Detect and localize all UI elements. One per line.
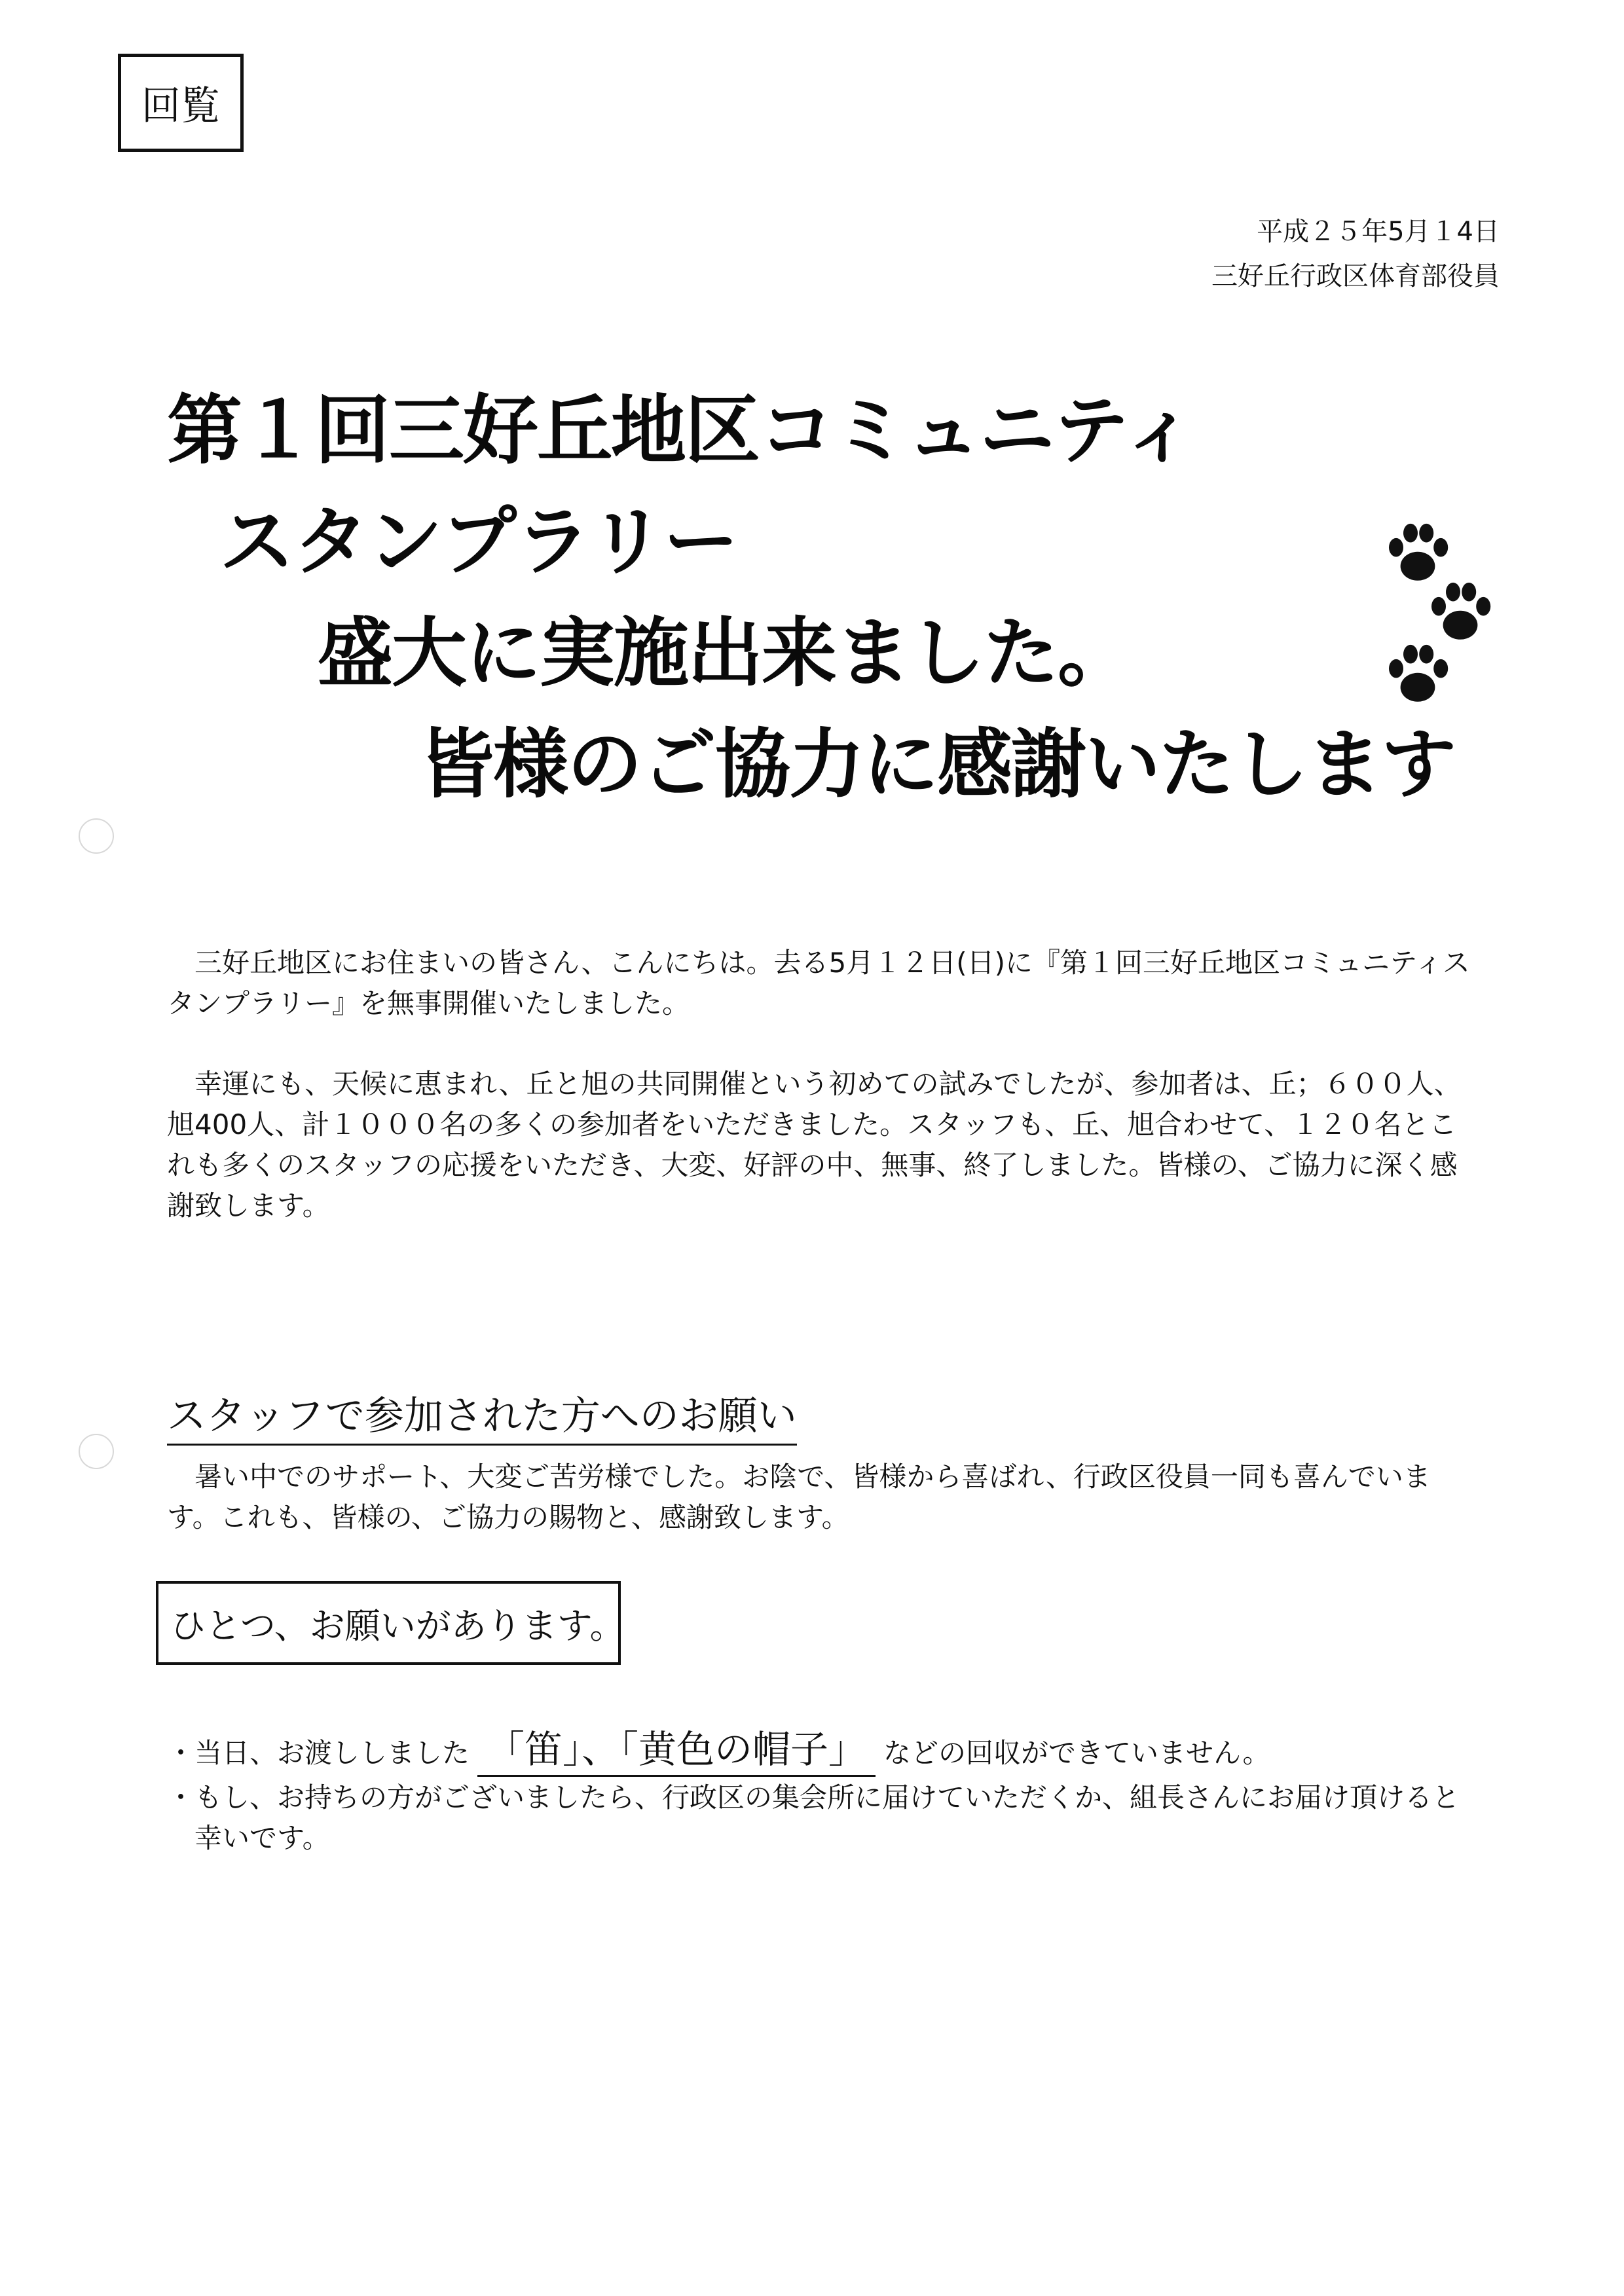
issue-date: 平成２５年5月１4日 bbox=[1257, 217, 1500, 247]
bullet-1-items: 「笛」、「黄色の帽子」 bbox=[477, 1719, 876, 1777]
title-line-3: 盛大に実施出来ました。 bbox=[318, 610, 1132, 697]
request-box bbox=[156, 1581, 625, 1665]
punch-hole bbox=[79, 818, 114, 854]
paw-print-icon bbox=[1424, 576, 1496, 648]
title-line-4: 皆様のご協力に感謝いたします bbox=[419, 721, 1456, 809]
bullet-item-1 bbox=[167, 1719, 1270, 1777]
title-line-2: スタンプラリー bbox=[219, 498, 738, 586]
bullet-1-prefix: ・当日、お渡ししました bbox=[167, 1737, 470, 1769]
punch-hole bbox=[79, 1434, 114, 1469]
paw-print-icon bbox=[1382, 638, 1454, 710]
bullet-item-2: ・もし、お持ちの方がございましたら、行政区の集会所に届けていただくか、組長さんにお届け頂けると 幸いです。 bbox=[167, 1781, 1460, 1854]
document-header bbox=[1211, 210, 1500, 299]
sender: 三好丘行政区体育部役員 bbox=[1211, 261, 1500, 291]
section-paragraph: 暑い中でのサポート、大変ご苦労様でした。お陰で、皆様から喜ばれ、行政区役員一同も喜んでいます。これも、皆様の、ご協力の賜物と、感謝致します。 bbox=[167, 1461, 1431, 1533]
request-box-text: ひとつ、お願いがあります。 bbox=[170, 1605, 625, 1647]
intro-paragraph: 三好丘地区にお住まいの皆さん、こんにちは。去る5月１２日(日)に『第１回三好丘地区コミュニティスタンプラリー』を無事開催いたしました。 bbox=[167, 947, 1470, 1019]
results-paragraph: 幸運にも、天候に恵まれ、丘と旭の共同開催という初めての試みでしたが、参加者は、丘；６００人、旭400人、計１０００名の多くの参加者をいただきました。スタッフも、丘、旭合わせて、１２０名とこれも多くのスタッフの応援をいただき、大変、好評の中、無事、終了しました。皆様の、ご協力に深く感謝致します。 bbox=[167, 1068, 1462, 1222]
circulate-label-text: 回覧 bbox=[141, 83, 220, 129]
circulate-label bbox=[118, 54, 244, 152]
title-line-1: 第１回三好丘地区コミュニティ bbox=[167, 387, 1196, 475]
bullet-1-suffix: などの回収ができていません。 bbox=[883, 1737, 1270, 1769]
section-title: スタッフで参加された方へのお願い bbox=[167, 1385, 797, 1446]
